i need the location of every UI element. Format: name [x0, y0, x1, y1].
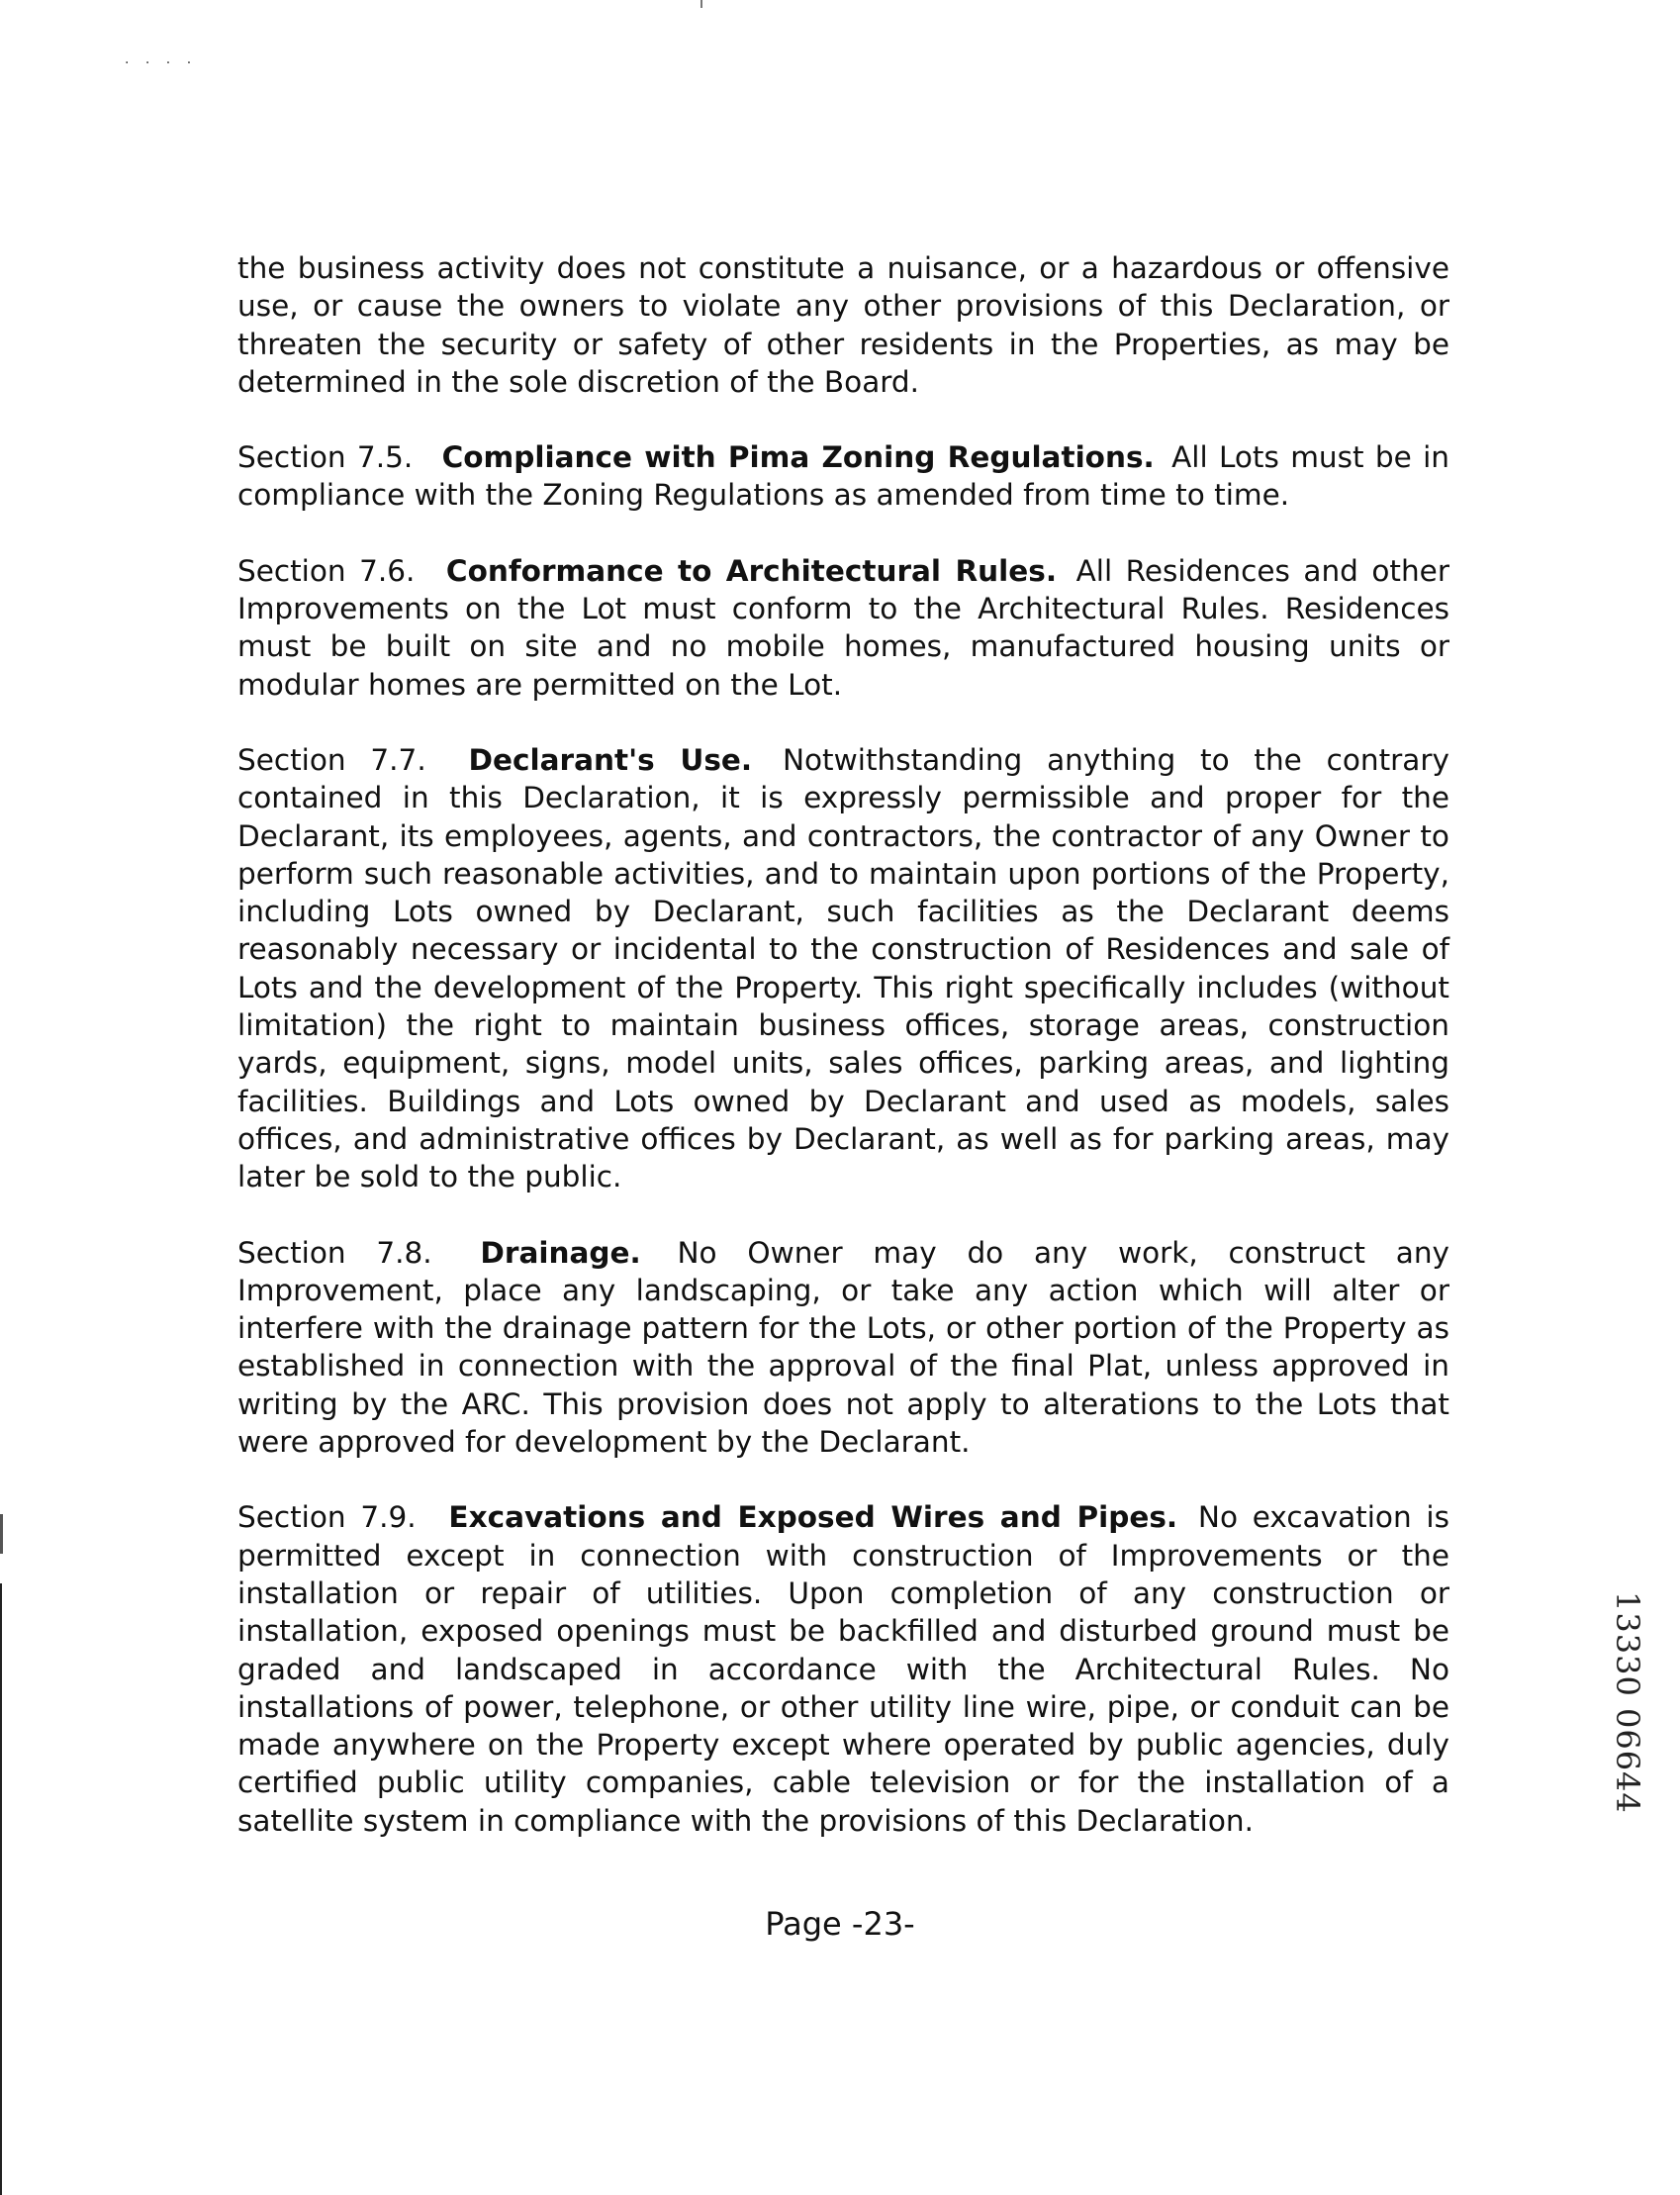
section-7-7 [237, 741, 1449, 1196]
section-number: Section 7.8. [237, 1235, 432, 1270]
recording-stamp [1597, 1591, 1652, 1861]
section-text: All Lots must be in compliance with the Zoning Regulations as amended from time to time. [237, 440, 1449, 513]
scan-edge-mark [700, 0, 702, 8]
section-number: Section 7.7. [237, 742, 426, 777]
page-number: Page -23- [765, 1905, 915, 1943]
scan-artifact-dots: . . . . [125, 51, 198, 67]
recording-stamp-text: 13330 06644 [1609, 1591, 1646, 1814]
section-heading: Declarant's Use. [468, 742, 753, 777]
section-7-8 [237, 1234, 1449, 1462]
section-7-6 [237, 552, 1449, 704]
section-heading: Compliance with Pima Zoning Regulations. [441, 440, 1155, 475]
document-body [237, 249, 1449, 1877]
section-text: No excavation is permitted except in connection with construction of Improvements or the installation or repair of utilities. Upon completion of any construction or installation, exposed openings must be backfilled and disturbed ground must be graded and landscaped in accordance with the Architectural Rules. No installations of power, telephone, or other utility line wire, pipe, or conduit can be made anywhere on the Property except where operated by public agencies, duly certified public utility companies, cable television or for the installation of a satellite system in compliance with the provisions of this Declaration. [237, 1500, 1449, 1838]
section-heading: Excavations and Exposed Wires and Pipes. [448, 1500, 1178, 1535]
section-number: Section 7.9. [237, 1500, 417, 1535]
section-text: Notwithstanding anything to the contrary contained in this Declaration, it is expressly permissible and proper for the Declarant, its employees, agents, and contractors, the contractor of any Owner to perform such reasonable activities, and to maintain upon portions of the Property, including Lots owned by Declarant, such facilities as the Declarant deems reasonably necessary or incidental to the construction of Residences and sale of Lots and the development of the Property. This right specifically includes (without limitation) the right to maintain business offices, storage areas, construction yards, equipment, signs, model units, sales offices, parking areas, and lighting facilities. Buildings and Lots owned by Declarant and used as models, sales offices, and administrative offices by Declarant, as well as for parking areas, may later be sold to the public. [237, 742, 1449, 1194]
section-heading: Drainage. [480, 1235, 641, 1270]
scan-edge-mark [0, 1514, 3, 1554]
section-number: Section 7.6. [237, 553, 416, 588]
scan-edge-line [0, 1583, 2, 2195]
section-7-5 [237, 438, 1449, 515]
section-heading: Conformance to Architectural Rules. [445, 553, 1058, 588]
section-7-9 [237, 1498, 1449, 1840]
section-number: Section 7.5. [237, 440, 414, 475]
section-text: All Residences and other Improvements on the Lot must conform to the Architectural Rules. Residences must be built on site and no mobile homes, manufactured housing units or modular homes are permitted on the Lot. [237, 553, 1449, 702]
section-text: No Owner may do any work, construct any Improvement, place any landscaping, or take any action which will alter or interfere with the drainage pattern for the Lots, or other portion of the Property as established in connection with the approval of the final Plat, unless approved in writing by the ARC. This provision does not apply to alterations to the Lots that were approved for development by the Declarant. [237, 1235, 1449, 1460]
paragraph-text: the business activity does not constitute a nuisance, or a hazardous or offensive use, or cause the owners to violate any other provisions of this Declaration, or threaten the security or safety of other residents in the Properties, as may be determined in the sole discretion of the Board. [237, 251, 1449, 399]
paragraph-continuation [237, 249, 1449, 401]
